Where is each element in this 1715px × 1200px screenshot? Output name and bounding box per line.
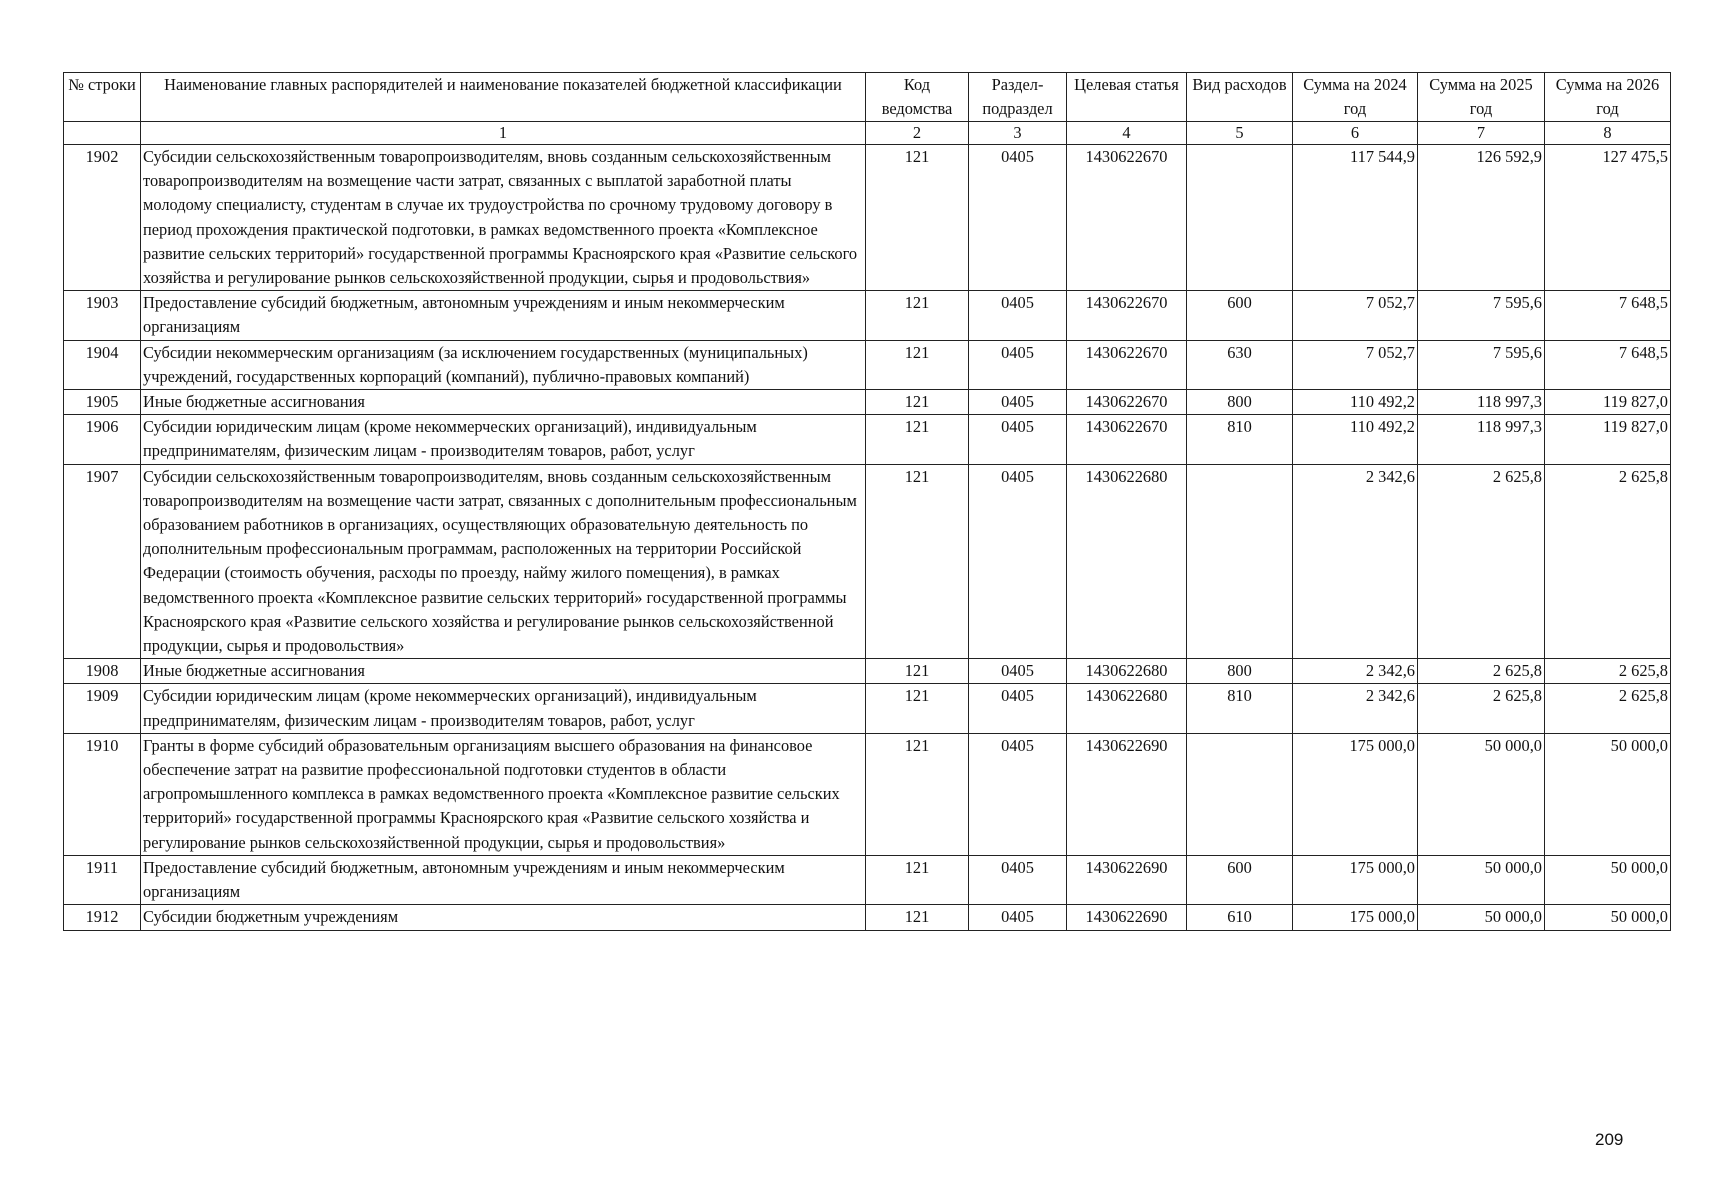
indicator-name-cell: Субсидии некоммерческим организациям (за исключением государственных (муниципальных) учреждений, государственных корпораций (компаний), публично-правовых компаний) bbox=[141, 340, 866, 389]
row-number-cell: 1912 bbox=[64, 905, 141, 930]
row-number-cell: 1911 bbox=[64, 855, 141, 904]
department-code-cell: 121 bbox=[866, 464, 969, 659]
column-number: 8 bbox=[1545, 122, 1671, 145]
column-number: 5 bbox=[1187, 122, 1293, 145]
expense-type-cell bbox=[1187, 733, 1293, 855]
header-row-number: № строки bbox=[64, 73, 141, 122]
sum-2026-cell: 2 625,8 bbox=[1545, 659, 1671, 684]
sum-2025-cell: 2 625,8 bbox=[1418, 684, 1545, 733]
expense-type-cell: 610 bbox=[1187, 905, 1293, 930]
indicator-name-cell: Предоставление субсидий бюджетным, автономным учреждениям и иным некоммерческим организациям bbox=[141, 855, 866, 904]
row-number-cell: 1908 bbox=[64, 659, 141, 684]
department-code-cell: 121 bbox=[866, 340, 969, 389]
table-row bbox=[64, 684, 1671, 733]
expense-type-cell: 800 bbox=[1187, 390, 1293, 415]
department-code-cell: 121 bbox=[866, 905, 969, 930]
table-row bbox=[64, 733, 1671, 855]
indicator-name-cell: Субсидии бюджетным учреждениям bbox=[141, 905, 866, 930]
row-number-cell: 1905 bbox=[64, 390, 141, 415]
expense-type-cell: 800 bbox=[1187, 659, 1293, 684]
section-code-cell: 0405 bbox=[969, 855, 1067, 904]
sum-2026-cell: 7 648,5 bbox=[1545, 340, 1671, 389]
sum-2024-cell: 110 492,2 bbox=[1293, 390, 1418, 415]
sum-2026-cell: 50 000,0 bbox=[1545, 733, 1671, 855]
sum-2025-cell: 126 592,9 bbox=[1418, 145, 1545, 291]
sum-2025-cell: 50 000,0 bbox=[1418, 855, 1545, 904]
sum-2025-cell: 7 595,6 bbox=[1418, 291, 1545, 340]
section-code-cell: 0405 bbox=[969, 684, 1067, 733]
sum-2026-cell: 50 000,0 bbox=[1545, 855, 1671, 904]
row-number-cell: 1904 bbox=[64, 340, 141, 389]
sum-2025-cell: 50 000,0 bbox=[1418, 905, 1545, 930]
section-code-cell: 0405 bbox=[969, 340, 1067, 389]
budget-table bbox=[63, 72, 1671, 931]
budget-table-container bbox=[63, 72, 1670, 931]
sum-2024-cell: 117 544,9 bbox=[1293, 145, 1418, 291]
sum-2026-cell: 2 625,8 bbox=[1545, 464, 1671, 659]
table-row bbox=[64, 340, 1671, 389]
department-code-cell: 121 bbox=[866, 291, 969, 340]
target-article-cell: 1430622680 bbox=[1067, 659, 1187, 684]
department-code-cell: 121 bbox=[866, 659, 969, 684]
section-code-cell: 0405 bbox=[969, 733, 1067, 855]
header-sum-2026: Сумма на 2026 год bbox=[1545, 73, 1671, 122]
target-article-cell: 1430622670 bbox=[1067, 291, 1187, 340]
section-code-cell: 0405 bbox=[969, 659, 1067, 684]
expense-type-cell bbox=[1187, 145, 1293, 291]
sum-2024-cell: 175 000,0 bbox=[1293, 733, 1418, 855]
column-number: 2 bbox=[866, 122, 969, 145]
department-code-cell: 121 bbox=[866, 684, 969, 733]
sum-2025-cell: 118 997,3 bbox=[1418, 390, 1545, 415]
expense-type-cell: 810 bbox=[1187, 684, 1293, 733]
target-article-cell: 1430622670 bbox=[1067, 415, 1187, 464]
sum-2026-cell: 2 625,8 bbox=[1545, 684, 1671, 733]
target-article-cell: 1430622690 bbox=[1067, 905, 1187, 930]
section-code-cell: 0405 bbox=[969, 415, 1067, 464]
table-row bbox=[64, 905, 1671, 930]
header-sum-2025: Сумма на 2025 год bbox=[1418, 73, 1545, 122]
department-code-cell: 121 bbox=[866, 145, 969, 291]
header-department-code: Код ведомства bbox=[866, 73, 969, 122]
expense-type-cell: 600 bbox=[1187, 291, 1293, 340]
sum-2025-cell: 50 000,0 bbox=[1418, 733, 1545, 855]
budget-table-body bbox=[64, 145, 1671, 931]
sum-2024-cell: 110 492,2 bbox=[1293, 415, 1418, 464]
column-number: 3 bbox=[969, 122, 1067, 145]
section-code-cell: 0405 bbox=[969, 291, 1067, 340]
table-row bbox=[64, 464, 1671, 659]
row-number-cell: 1906 bbox=[64, 415, 141, 464]
indicator-name-cell: Субсидии сельскохозяйственным товаропроизводителям, вновь созданным сельскохозяйственным товаропроизводителям на возмещение части затрат, связанных с выплатой заработной платы молодому специалисту, студентам в случае их трудоустройства по срочному трудовому договору в период прохождения практической подготовки, в рамках ведомственного проекта «Комплексное развитие сельских территорий» государственной программы Красноярского края «Развитие сельского хозяйства и регулирование рынков сельскохозяйственной продукции, сырья и продовольствия» bbox=[141, 145, 866, 291]
sum-2024-cell: 7 052,7 bbox=[1293, 340, 1418, 389]
table-row bbox=[64, 415, 1671, 464]
header-target-article: Целевая статья bbox=[1067, 73, 1187, 122]
indicator-name-cell: Предоставление субсидий бюджетным, автономным учреждениям и иным некоммерческим организациям bbox=[141, 291, 866, 340]
sum-2024-cell: 2 342,6 bbox=[1293, 659, 1418, 684]
sum-2024-cell: 2 342,6 bbox=[1293, 464, 1418, 659]
page-number: 209 bbox=[1595, 1130, 1624, 1149]
row-number-cell: 1910 bbox=[64, 733, 141, 855]
row-number-cell: 1907 bbox=[64, 464, 141, 659]
sum-2026-cell: 119 827,0 bbox=[1545, 415, 1671, 464]
section-code-cell: 0405 bbox=[969, 145, 1067, 291]
table-row bbox=[64, 291, 1671, 340]
expense-type-cell: 810 bbox=[1187, 415, 1293, 464]
sum-2024-cell: 175 000,0 bbox=[1293, 855, 1418, 904]
table-row bbox=[64, 659, 1671, 684]
row-number-cell: 1909 bbox=[64, 684, 141, 733]
indicator-name-cell: Субсидии юридическим лицам (кроме некоммерческих организаций), индивидуальным предпринимателям, физическим лицам - производителям товаров, работ, услуг bbox=[141, 415, 866, 464]
column-number bbox=[64, 122, 141, 145]
indicator-name-cell: Субсидии сельскохозяйственным товаропроизводителям, вновь созданным сельскохозяйственным товаропроизводителям на возмещение части затрат, связанных с дополнительным профессиональным образованием работников в организациях, осуществляющих образовательную деятельность по дополнительным профессиональным программам, расположенных на территории Российской Федерации (стоимость обучения, расходы по проезду, найму жилого помещения), в рамках ведомственного проекта «Комплексное развитие сельских территорий» государственной программы Красноярского края «Развитие сельского хозяйства и регулирование рынков сельскохозяйственной продукции, сырья и продовольствия» bbox=[141, 464, 866, 659]
target-article-cell: 1430622690 bbox=[1067, 855, 1187, 904]
table-row bbox=[64, 390, 1671, 415]
target-article-cell: 1430622680 bbox=[1067, 464, 1187, 659]
column-number: 1 bbox=[141, 122, 866, 145]
sum-2025-cell: 2 625,8 bbox=[1418, 464, 1545, 659]
target-article-cell: 1430622680 bbox=[1067, 684, 1187, 733]
sum-2026-cell: 7 648,5 bbox=[1545, 291, 1671, 340]
sum-2026-cell: 50 000,0 bbox=[1545, 905, 1671, 930]
section-code-cell: 0405 bbox=[969, 905, 1067, 930]
target-article-cell: 1430622670 bbox=[1067, 390, 1187, 415]
expense-type-cell bbox=[1187, 464, 1293, 659]
department-code-cell: 121 bbox=[866, 390, 969, 415]
column-number: 4 bbox=[1067, 122, 1187, 145]
sum-2025-cell: 118 997,3 bbox=[1418, 415, 1545, 464]
section-code-cell: 0405 bbox=[969, 390, 1067, 415]
sum-2025-cell: 7 595,6 bbox=[1418, 340, 1545, 389]
sum-2026-cell: 119 827,0 bbox=[1545, 390, 1671, 415]
expense-type-cell: 630 bbox=[1187, 340, 1293, 389]
sum-2025-cell: 2 625,8 bbox=[1418, 659, 1545, 684]
header-expense-type: Вид расходов bbox=[1187, 73, 1293, 122]
department-code-cell: 121 bbox=[866, 733, 969, 855]
sum-2024-cell: 7 052,7 bbox=[1293, 291, 1418, 340]
column-number: 7 bbox=[1418, 122, 1545, 145]
indicator-name-cell: Субсидии юридическим лицам (кроме некоммерческих организаций), индивидуальным предпринимателям, физическим лицам - производителям товаров, работ, услуг bbox=[141, 684, 866, 733]
header-sum-2024: Сумма на 2024 год bbox=[1293, 73, 1418, 122]
indicator-name-cell: Иные бюджетные ассигнования bbox=[141, 390, 866, 415]
header-section: Раздел-подраздел bbox=[969, 73, 1067, 122]
row-number-cell: 1902 bbox=[64, 145, 141, 291]
indicator-name-cell: Иные бюджетные ассигнования bbox=[141, 659, 866, 684]
row-number-cell: 1903 bbox=[64, 291, 141, 340]
target-article-cell: 1430622670 bbox=[1067, 145, 1187, 291]
department-code-cell: 121 bbox=[866, 415, 969, 464]
section-code-cell: 0405 bbox=[969, 464, 1067, 659]
header-row bbox=[64, 73, 1671, 122]
sum-2024-cell: 2 342,6 bbox=[1293, 684, 1418, 733]
table-row bbox=[64, 145, 1671, 291]
sum-2026-cell: 127 475,5 bbox=[1545, 145, 1671, 291]
table-row bbox=[64, 855, 1671, 904]
sum-2024-cell: 175 000,0 bbox=[1293, 905, 1418, 930]
target-article-cell: 1430622690 bbox=[1067, 733, 1187, 855]
target-article-cell: 1430622670 bbox=[1067, 340, 1187, 389]
department-code-cell: 121 bbox=[866, 855, 969, 904]
column-number: 6 bbox=[1293, 122, 1418, 145]
expense-type-cell: 600 bbox=[1187, 855, 1293, 904]
indicator-name-cell: Гранты в форме субсидий образовательным организациям высшего образования на финансовое обеспечение затрат на развитие профессиональной подготовки студентов в области агропромышленного комплекса в рамках ведомственного проекта «Комплексное развитие сельских территорий» государственной программы Красноярского края «Развитие сельского хозяйства и регулирование рынков сельскохозяйственной продукции, сырья и продовольствия» bbox=[141, 733, 866, 855]
column-number-row bbox=[64, 122, 1671, 145]
header-name: Наименование главных распорядителей и наименование показателей бюджетной классификации bbox=[141, 73, 866, 122]
